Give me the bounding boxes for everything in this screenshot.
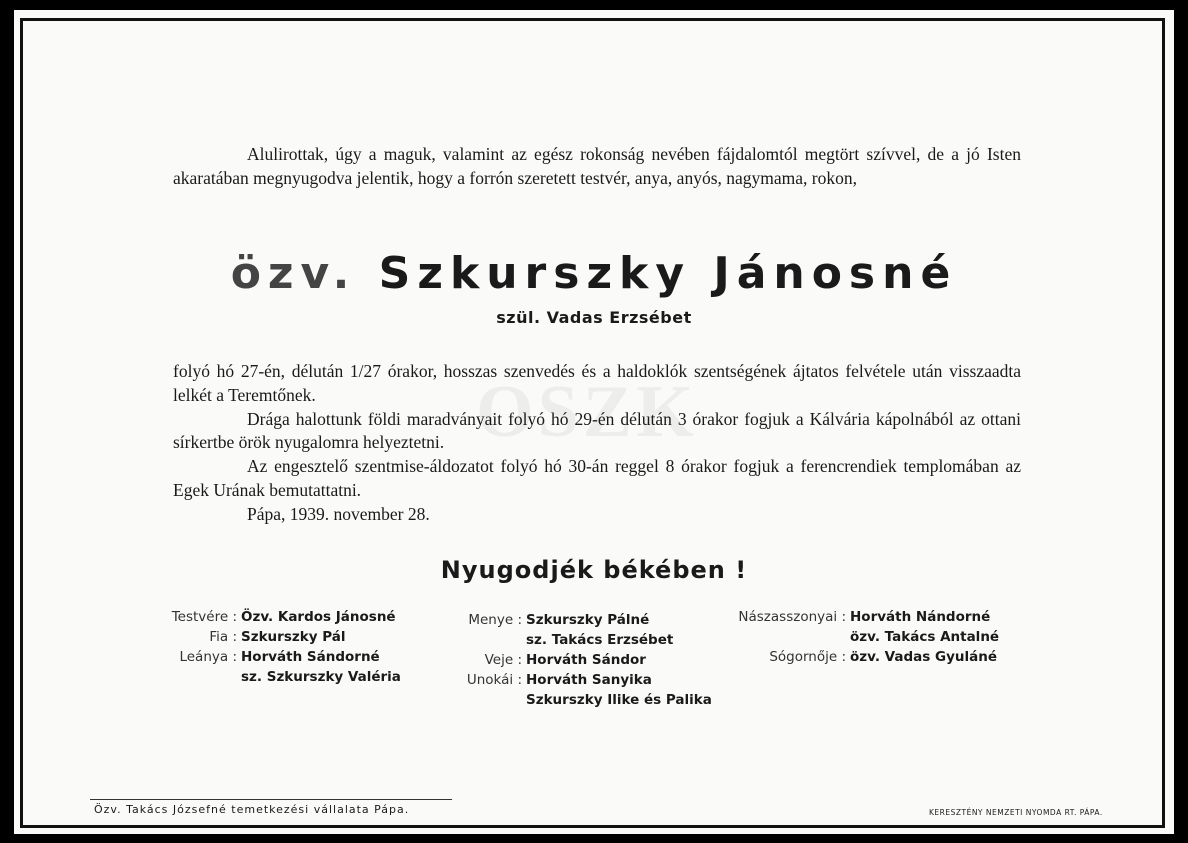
deceased-name (14, 248, 1174, 299)
mourner-row: Nászasszonyai : Horváth Nándorné (738, 609, 991, 625)
intro-paragraph (173, 142, 1021, 190)
mourners-column-1 (171, 607, 401, 687)
place-date: Pápa, 1939. november 28. (247, 503, 430, 524)
mourner-row: özv. Takács Antalné (850, 629, 1000, 645)
watermark: OSZK (476, 371, 698, 453)
mourner-row: Testvére : Özv. Kardos Jánosné (171, 609, 396, 625)
mass-paragraph: Az engesztelő szentmise-áldozatot folyó hó 30-án reggel 8 órakor fogjuk a ferencrendiek templomában az Egek Urának bemutattatni. (173, 456, 1021, 500)
mourner-row: sz. Takács Erzsébet (526, 632, 674, 648)
rest-in-peace: Nyugodjék békében ! (440, 556, 748, 584)
mourners-column-2 (464, 610, 712, 710)
funeral-paragraph: Drága halottunk földi maradványait folyó hó 29-én délután 3 órakor fogjuk a Kálvária kápolnából az ottani sírkertbe örök nyugalomra helyeztetni. (173, 408, 1021, 453)
birth-name: szül. Vadas Erzsébet (496, 308, 692, 327)
mourner-row: sz. Szkurszky Valéria (241, 669, 401, 685)
mourner-row: Unokái : Horváth Sanyika (466, 672, 652, 688)
name-main: Szkurszky Jánosné (378, 248, 958, 299)
mourner-row: Sógornője : özv. Vadas Gyuláné (769, 649, 997, 665)
death-paragraph: folyó hó 27-én, délután 1/27 órakor, hosszas szenvedés és a haldoklók szentségének ájtatos felvétele után visszaadta lelkét a Teremtőnek. (173, 361, 1021, 405)
mourner-row: Szkurszky Ilike és Palika (526, 692, 712, 708)
intro-text: Alulirottak, úgy a maguk, valamint az egész rokonság nevében fájdalomtól megtört szívvel, de a jó Isten akaratában megnyugodva jelentik, hogy a forrón szeretett testvér, anya, anyós, nagymama, rokon, (173, 144, 1021, 188)
footer-rule (90, 799, 452, 800)
death-notice-page (14, 10, 1174, 834)
mourner-row: Leánya : Horváth Sándorné (179, 649, 380, 665)
printer-credit: KERESZTÉNY NEMZETI NYOMDA RT. PÁPA. (929, 808, 1103, 817)
undertaker-credit: Özv. Takács Józsefné temetkezési vállalata Pápa. (94, 803, 410, 816)
notice-body (173, 360, 1021, 527)
mourner-row: Fia : Szkurszky Pál (209, 629, 346, 645)
mourners-column-3 (734, 607, 999, 667)
name-prefix: özv. (230, 248, 357, 299)
mourner-row: Menye : Szkurszky Pálné (468, 612, 650, 628)
mourner-row: Veje : Horváth Sándor (484, 652, 646, 668)
